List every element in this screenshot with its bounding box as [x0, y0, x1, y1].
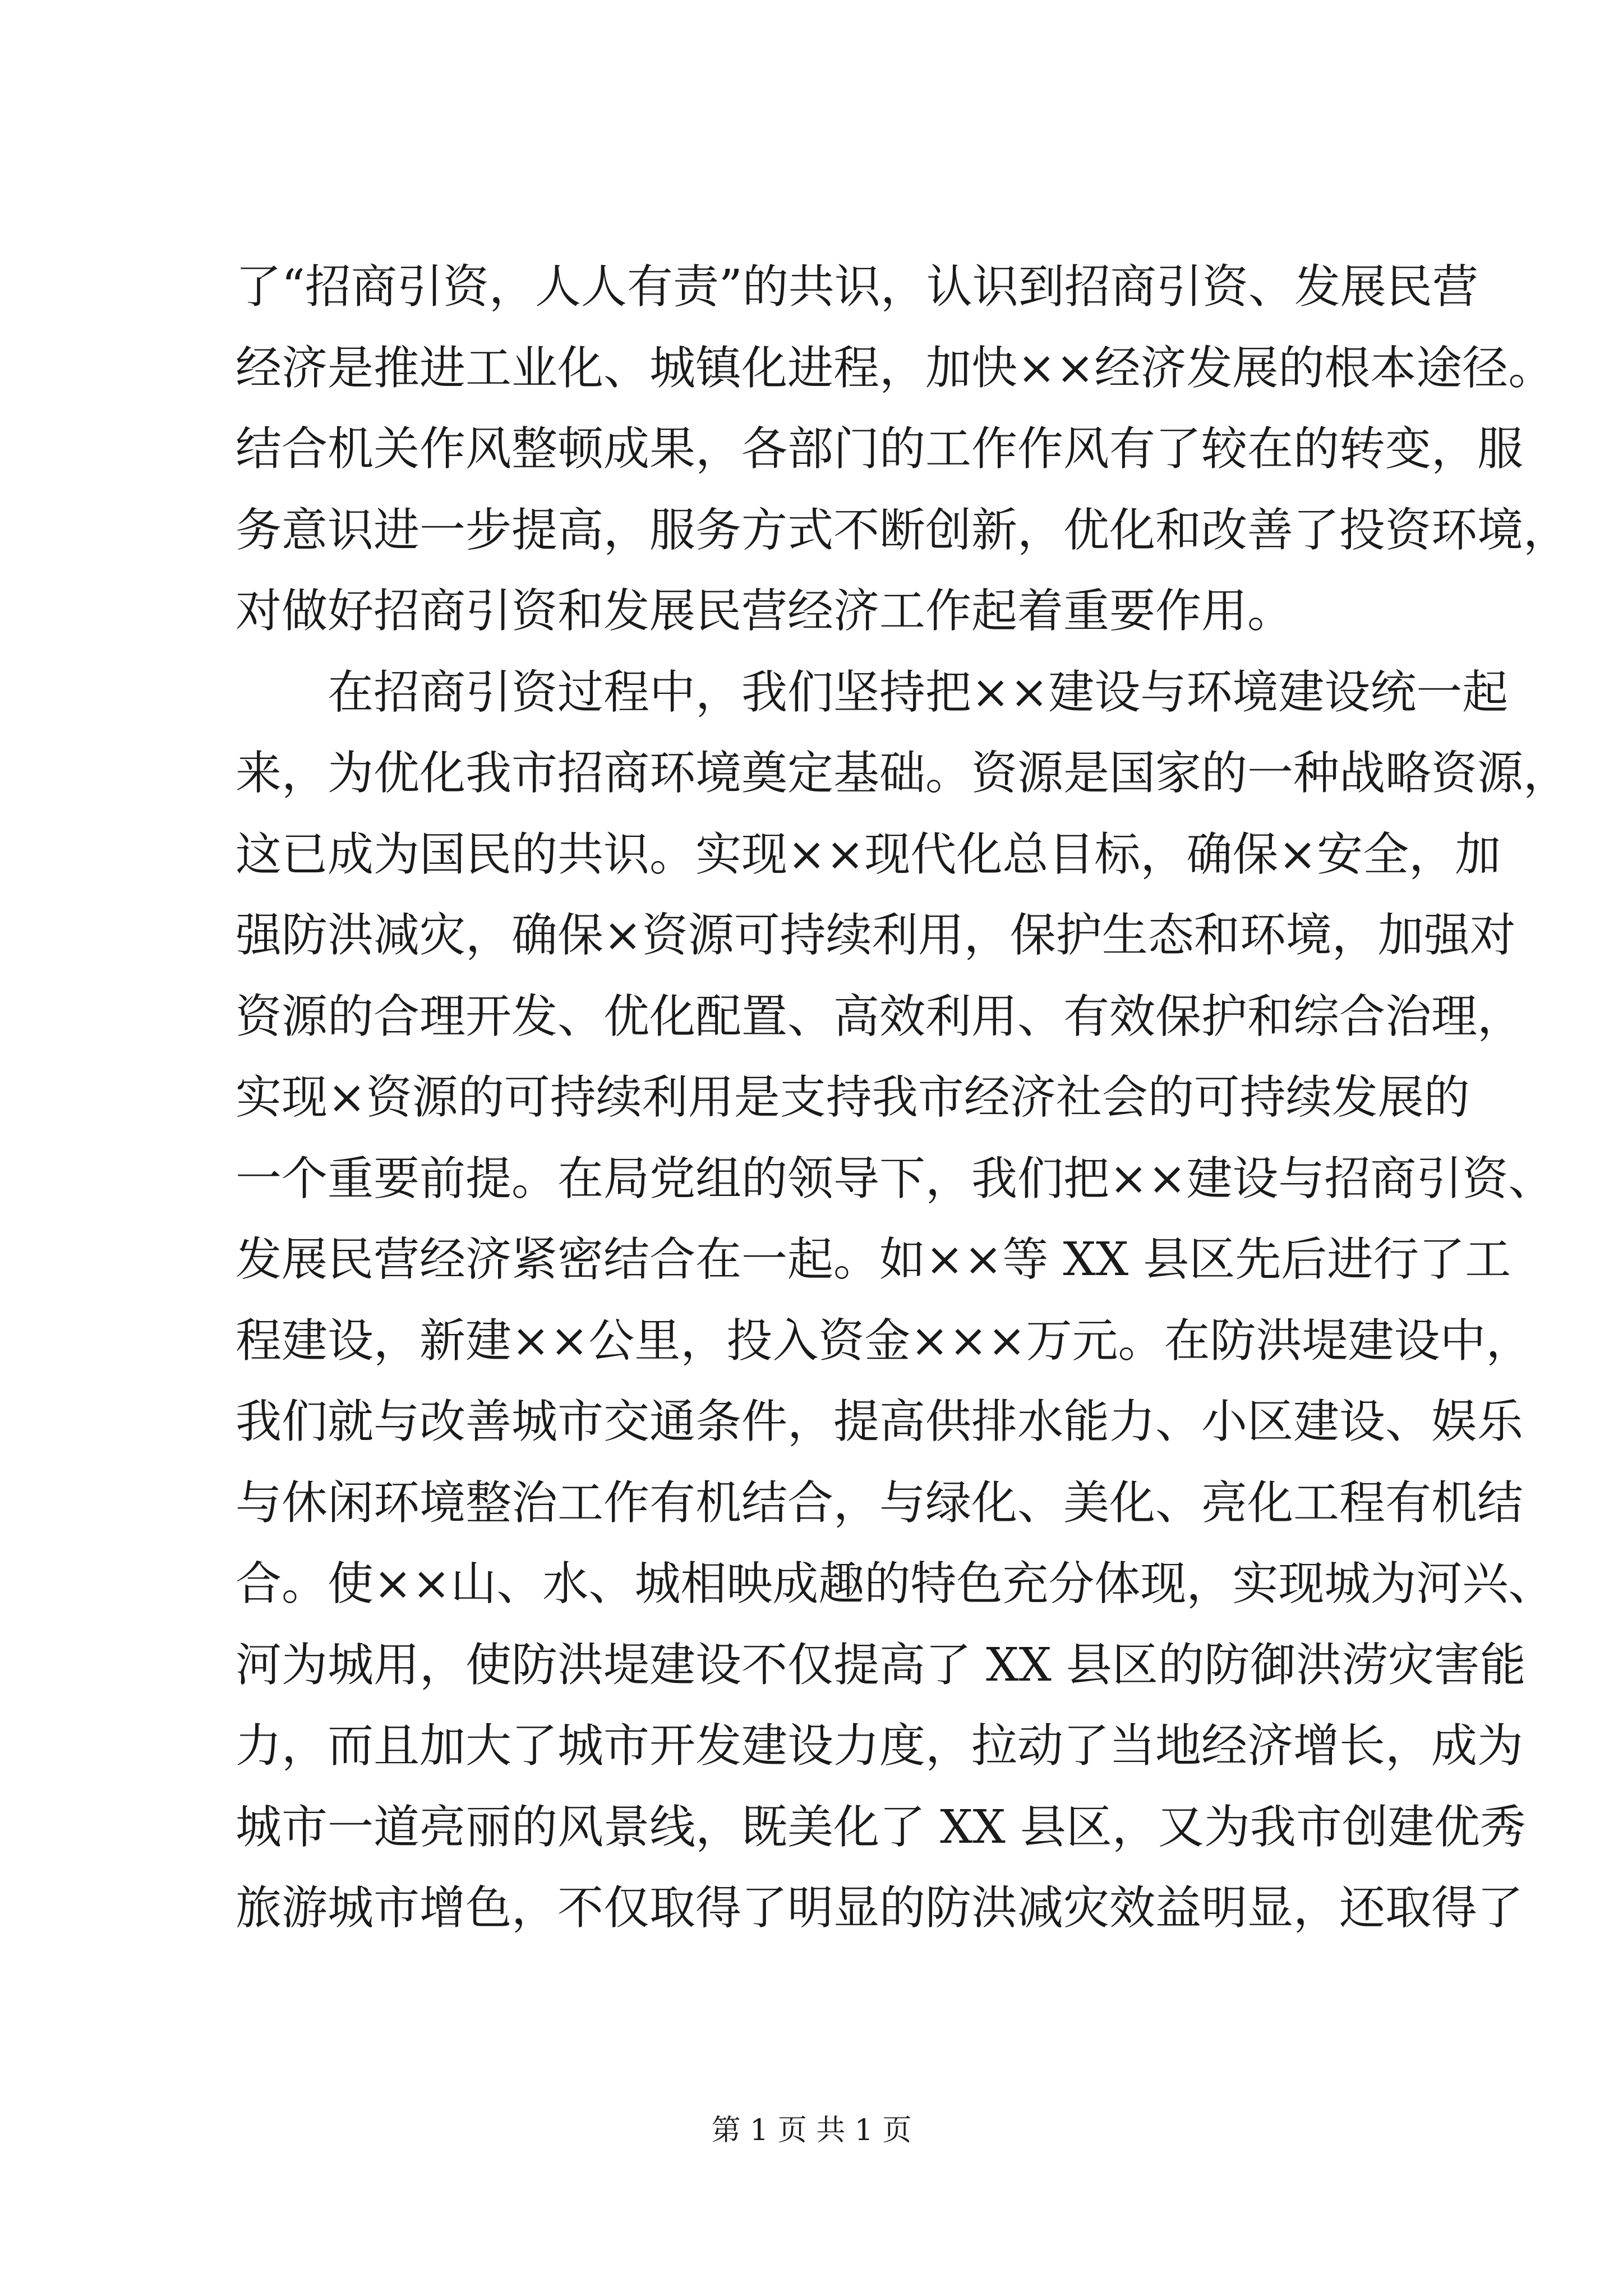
text-line: 一个重要前提。在局党组的领导下，我们把××建设与招商引资、 — [236, 1152, 1555, 1205]
text-line: 强防洪减灾，确保×资源可持续利用，保护生态和环境，加强对 — [236, 909, 1516, 962]
text-line: 资源的合理开发、优化配置、高效利用、有效保护和综合治理， — [236, 990, 1524, 1043]
text-line: 河为城用，使防洪堤建设不仅提高了 XX 县区的防御洪涝灾害能 — [236, 1638, 1526, 1692]
text-line: 合。使××山、水、城相映成趣的特色充分体现，实现城为河兴、 — [236, 1557, 1555, 1611]
paragraph-2 — [236, 652, 1570, 1949]
text-line: 在招商引资过程中，我们坚持把××建设与环境建设统一起 — [328, 665, 1509, 719]
text-line: 实现×资源的可持续利用是支持我市经济社会的可持续发展的 — [236, 1071, 1470, 1124]
text-line: 这已成为国民的共识。实现××现代化总目标，确保×安全，加 — [236, 827, 1501, 881]
paragraph-1 — [236, 247, 1570, 652]
text-line: 程建设，新建××公里，投入资金×××万元。在防洪堤建设中， — [236, 1314, 1532, 1368]
text-line: 经济是推进工业化、城镇化进程，加快××经济发展的根本途径。 — [236, 341, 1555, 395]
page-footer: 第 1 页 共 1 页 — [711, 2114, 912, 2147]
text-line: 城市一道亮丽的风景线，既美化了 XX 县区，又为我市创建优秀 — [236, 1800, 1526, 1854]
text-line: 旅游城市增色，不仅取得了明显的防洪减灾效益明显，还取得了 — [236, 1881, 1524, 1935]
text-line: 力，而且加大了城市开发建设力度，拉动了当地经济增长，成为 — [236, 1719, 1524, 1773]
text-line: 务意识进一步提高，服务方式不断创新，优化和改善了投资环境， — [236, 503, 1570, 557]
document-body — [236, 247, 1570, 1949]
text-line: 来，为优化我市招商环境奠定基础。资源是国家的一种战略资源， — [236, 747, 1570, 800]
text-line: 发展民营经济紧密结合在一起。如××等 XX 县区先后进行了工 — [236, 1233, 1511, 1286]
text-line: 结合机关作风整顿成果，各部门的工作作风有了较在的转变，服 — [236, 422, 1524, 476]
text-line: 我们就与改善城市交通条件，提高供排水能力、小区建设、娱乐 — [236, 1395, 1524, 1448]
text-line: 了“招商引资，人人有责”的共识，认识到招商引资、发展民营 — [236, 260, 1478, 314]
text-line: 对做好招商引资和发展民营经济工作起着重要作用。 — [236, 585, 1294, 638]
text-line: 与休闲环境整治工作有机结合，与绿化、美化、亮化工程有机结 — [236, 1476, 1524, 1530]
